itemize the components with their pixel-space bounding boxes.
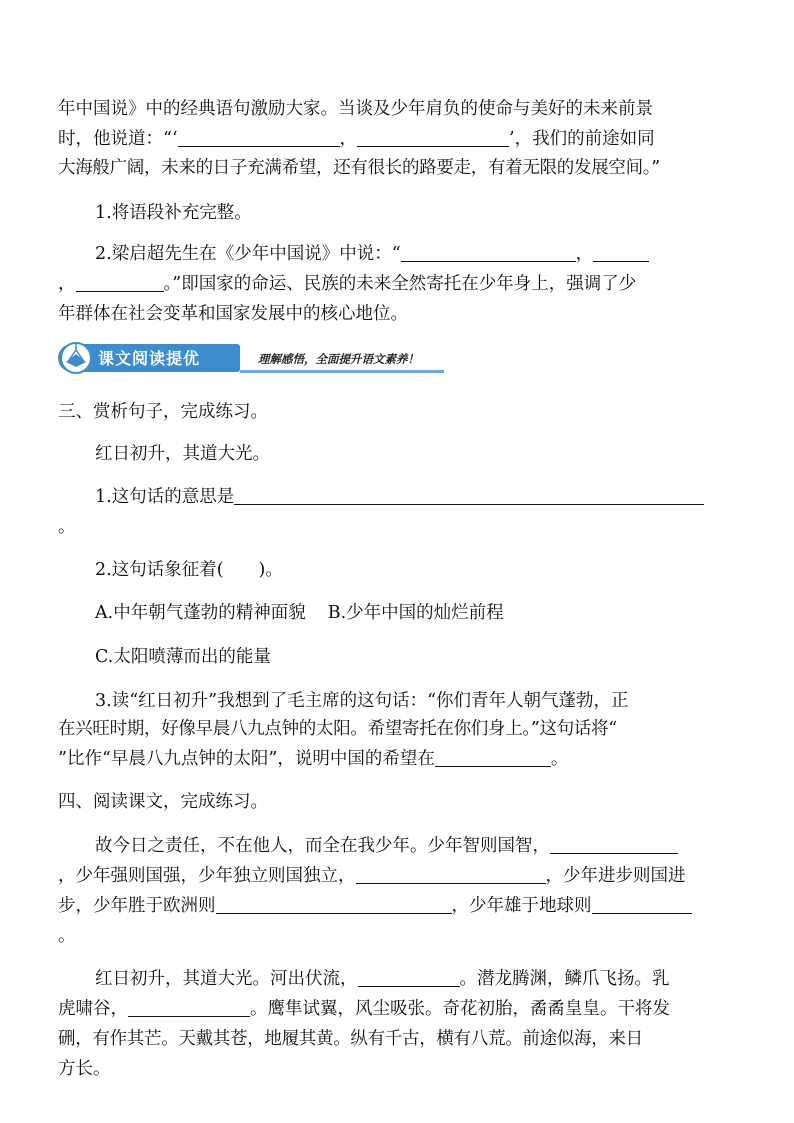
question-1: [95, 202, 738, 224]
answer-blank[interactable]: [128, 1000, 250, 1017]
options-row: [95, 602, 738, 624]
answer-blank[interactable]: [401, 245, 576, 262]
text: 红日初升，其道大光。河出伏流，: [95, 969, 358, 989]
answer-blank[interactable]: [593, 245, 649, 262]
text: ，: [339, 129, 358, 149]
text: 年中国说》中的经典语句激励大家。当谈及少年肩负的使命与美好的未来前景: [58, 99, 653, 119]
para-line: [58, 128, 738, 150]
text: 红日初升，其道大光。: [95, 444, 270, 464]
para-line: [58, 516, 738, 538]
question-3-3: [95, 690, 738, 712]
answer-blank[interactable]: [550, 837, 678, 854]
banner-underline: [240, 370, 444, 373]
answer-blank[interactable]: [435, 750, 551, 767]
answer-blank[interactable]: [216, 897, 452, 914]
text: 。”即国家的命运、民族的未来全然寄托在少年身上，强调了少: [163, 274, 637, 294]
answer-blank[interactable]: [357, 130, 509, 147]
text: 。鹰隼试翼，风尘吸张。奇花初胎，矞矞皇皇。干将发: [250, 999, 670, 1019]
text: ’，我们的前途如同: [509, 129, 655, 149]
passage-line: [58, 1058, 738, 1080]
question-3-1: [95, 486, 738, 508]
passage-line: [58, 998, 738, 1020]
question-3-2: [95, 559, 738, 581]
text: 。: [58, 926, 76, 946]
text: 步，少年胜于欧洲则: [58, 896, 216, 916]
text: ，少年进步则国进: [545, 866, 686, 886]
passage-line: [58, 865, 738, 887]
text: 大海般广阔，未来的日子充满希望，还有很长的路要走，有着无限的发展空间。”: [58, 158, 660, 178]
text: 三、赏析句子，完成练习。: [58, 402, 268, 422]
text: ，: [58, 274, 76, 294]
option-a[interactable]: A.中年朝气蓬勃的精神面貌: [95, 603, 306, 623]
options-row: [95, 646, 738, 668]
passage-line: [58, 895, 738, 917]
text: 。潜龙腾渊，鳞爪飞扬。乳: [459, 969, 670, 989]
banner-slogan: 理解感悟，全面提升语文素养！: [258, 352, 419, 366]
answer-blank[interactable]: [356, 867, 546, 884]
para-line: [58, 748, 738, 770]
answer-blank[interactable]: [76, 275, 164, 292]
text: 方长。: [58, 1059, 111, 1079]
quote-line: [95, 443, 738, 465]
text: ，少年强则国强，少年独立则国独立，: [58, 866, 356, 886]
text: 。: [58, 517, 76, 537]
para-line: [58, 303, 738, 325]
section-banner: [58, 340, 444, 378]
text: 3.读“红日初升”我想到了毛主席的这句话：“你们青年人朝气蓬勃，正: [95, 691, 629, 711]
answer-blank[interactable]: [234, 488, 704, 505]
option-c[interactable]: C.太阳喷薄而出的能量: [95, 647, 271, 667]
text: ，少年雄于地球则: [451, 896, 592, 916]
para-line: [58, 98, 738, 120]
passage-line: [95, 835, 738, 857]
passage-line: [58, 1028, 738, 1050]
para-line: [58, 273, 738, 295]
text: 硎，有作其芒。天戴其苍，地履其黄。纵有千古，横有八荒。前途似海，来日: [58, 1029, 643, 1049]
text: 。: [550, 749, 569, 769]
text: 故今日之责任，不在他人，而全在我少年。少年智则国智，: [95, 836, 550, 856]
text: 2.梁启超先生在《少年中国说》中说：“: [95, 244, 401, 264]
book-icon: [60, 340, 92, 374]
answer-blank[interactable]: [592, 897, 692, 914]
para-line: [58, 718, 738, 740]
text: 年群体在社会变革和国家发展中的核心地位。: [58, 304, 408, 324]
text: ，: [575, 244, 594, 264]
answer-blank[interactable]: [178, 130, 340, 147]
text: 1.将语段补充完整。: [95, 203, 252, 223]
text: 1.这句话的意思是: [95, 487, 235, 507]
text: ”比作“早晨八九点钟的太阳”，说明中国的希望在: [58, 749, 435, 769]
text: 2.这句话象征着( )。: [95, 560, 283, 580]
para-line: [58, 157, 738, 179]
option-b[interactable]: B.少年中国的灿烂前程: [327, 603, 504, 623]
text: 四、阅读课文，完成练习。: [58, 792, 268, 812]
question-2: [95, 243, 738, 265]
passage-line: [95, 968, 738, 990]
passage-line: [58, 925, 738, 947]
answer-blank[interactable]: [358, 970, 460, 987]
text: 时，他说道：“‘: [58, 129, 178, 149]
text: 虎啸谷，: [58, 999, 128, 1019]
section-3-heading: [58, 401, 738, 423]
banner-title: 课文阅读提优: [98, 349, 201, 368]
text: 在兴旺时期，好像早晨八九点钟的太阳。希望寄托在你们身上。”这句话将“: [58, 719, 617, 739]
section-4-heading: [58, 791, 738, 813]
